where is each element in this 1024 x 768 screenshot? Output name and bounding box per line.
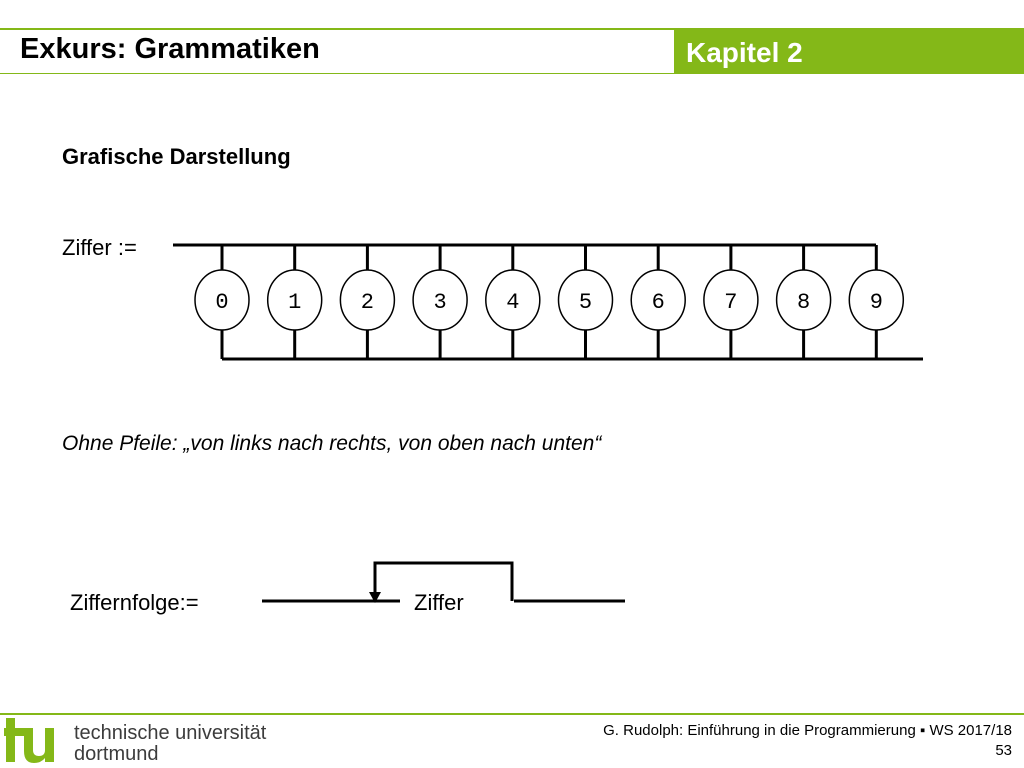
digit-node-6 bbox=[631, 245, 685, 359]
digit-label: 5 bbox=[578, 290, 593, 315]
page-number: 53 bbox=[995, 742, 1012, 759]
rule-ziffernfolge-label: Ziffernfolge:= bbox=[70, 590, 199, 615]
digit-label: 8 bbox=[796, 290, 811, 315]
digit-label: 0 bbox=[215, 290, 229, 315]
digit-node-5 bbox=[559, 245, 613, 359]
tu-logo-icon bbox=[4, 716, 72, 766]
reading-direction-note: Ohne Pfeile: „von links nach rechts, von oben nach unten“ bbox=[62, 432, 602, 455]
section-heading: Grafische Darstellung bbox=[62, 144, 291, 169]
digit-label: 4 bbox=[506, 290, 520, 315]
digit-label: 3 bbox=[433, 290, 447, 315]
digit-node-1 bbox=[268, 245, 322, 359]
digit-node-8 bbox=[777, 245, 831, 359]
page-title: Exkurs: Grammatiken bbox=[20, 33, 320, 65]
digit-node-3 bbox=[413, 245, 467, 359]
digit-label: 1 bbox=[288, 290, 302, 315]
ziffer-symbol: Ziffer bbox=[414, 590, 464, 615]
digit-label: 9 bbox=[869, 290, 883, 315]
university-name-line1: technische universität bbox=[74, 722, 267, 744]
digit-label: 7 bbox=[724, 290, 738, 315]
digit-node-9 bbox=[849, 245, 903, 359]
chapter-label: Kapitel 2 bbox=[686, 37, 803, 68]
course-info: G. Rudolph: Einführung in die Programmierung ▪ WS 2017/18 bbox=[603, 722, 1012, 739]
digit-node-7 bbox=[704, 245, 758, 359]
digit-node-2 bbox=[340, 245, 394, 359]
digit-node-4 bbox=[486, 245, 540, 359]
digit-node-0 bbox=[195, 245, 249, 359]
rule-ziffer-label: Ziffer := bbox=[62, 235, 137, 260]
footer-rule bbox=[0, 713, 1024, 715]
digit-label: 6 bbox=[651, 290, 665, 315]
university-name-line2: dortmund bbox=[74, 743, 159, 765]
digit-label: 2 bbox=[360, 290, 375, 315]
